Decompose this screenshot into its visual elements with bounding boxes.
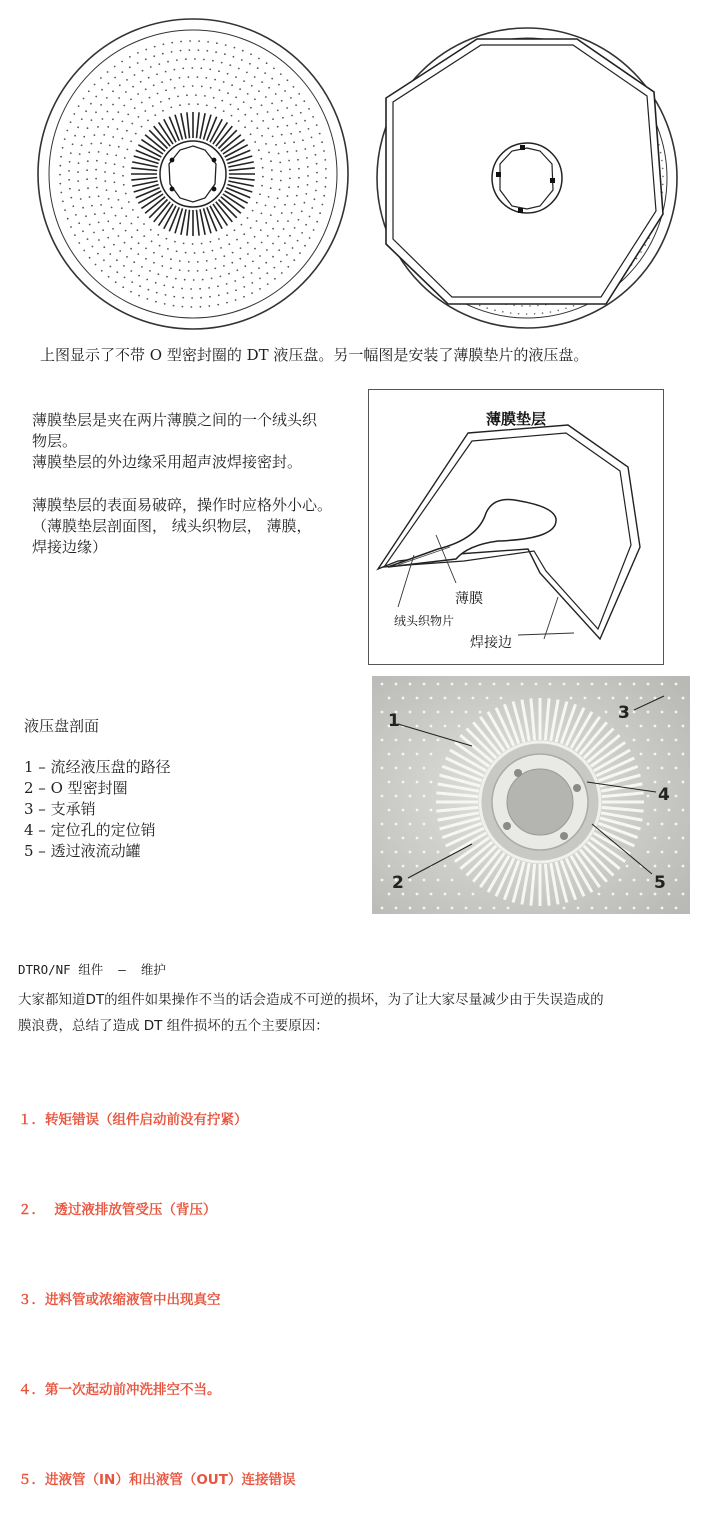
disc-item-2: 2 – O 型密封圈 [24,779,128,797]
spacer-diagram [368,389,664,665]
disc-photo [372,676,690,914]
photo-label-3: 3 [618,703,630,723]
reason-4: ４．第一次起动前冲洗排空不当。 [18,1382,221,1398]
disc-item-1: 1 – 流经液压盘的路径 [24,758,171,776]
label-weld-edge: 焊接边 [470,635,512,651]
spacer-line-1: 薄膜垫层是夹在两片薄膜之间的一个绒头织 [32,411,318,429]
label-membrane: 薄膜 [455,591,483,607]
disc-section-title: 液压盘剖面 [24,717,100,735]
spacer-line-3: 薄膜垫层的外边缘采用超声波焊接密封。 [32,453,303,471]
photo-label-1: 1 [388,711,400,731]
disc-item-3: 3 – 支承销 [24,800,96,818]
reason-3: ３．进料管或浓缩液管中出现真空 [18,1292,221,1308]
disc-without-oring [38,19,348,329]
reason-2: ２． 透过液排放管受压（背压） [18,1202,217,1218]
disc-figures [30,18,690,340]
maintenance-paragraph [18,987,708,1039]
spacer-description [32,410,362,558]
label-fabric: 绒头织物片 [394,614,455,628]
photo-label-5: 5 [654,873,666,893]
reason-5: ５．进液管（IN）和出液管（OUT）连接错误 [18,1472,296,1488]
disc-item-5: 5 – 透过液流动罐 [24,842,141,860]
spacer-line-4: 薄膜垫层的表面易破碎，操作时应格外小心。 [32,496,333,514]
diagram-title: 薄膜垫层 [485,410,547,428]
spacer-line-5: （薄膜垫层剖面图， 绒头织物层， 薄膜， [32,517,312,535]
reason-1: １．转矩错误（组件启动前没有拧紧） [18,1112,248,1128]
disc-section [24,716,354,862]
spacer-line-6: 焊接边缘） [32,538,108,556]
photo-label-4: 4 [658,785,670,805]
damage-reasons-list [18,1045,295,1525]
maintenance-para-line-1: 大家都知道DT的组件如果操作不当的话会造成不可逆的损坏，为了让大家尽量减少由于失误造成的 [18,992,604,1008]
maintenance-para-line-2: 膜浪费，总结了造成 DT 组件损坏的五个主要原因： [18,1018,329,1034]
disc-with-spacer [377,28,677,328]
spacer-line-2: 物层。 [32,432,78,450]
photo-label-2: 2 [392,873,404,893]
maintenance-heading: DTRO/NF 组件 – 维护 [18,962,166,977]
figure-caption: 上图显示了不带 O 型密封圈的 DT 液压盘。另一幅图是安装了薄膜垫片的液压盘。 [40,346,589,364]
disc-item-4: 4 – 定位孔的定位销 [24,821,156,839]
